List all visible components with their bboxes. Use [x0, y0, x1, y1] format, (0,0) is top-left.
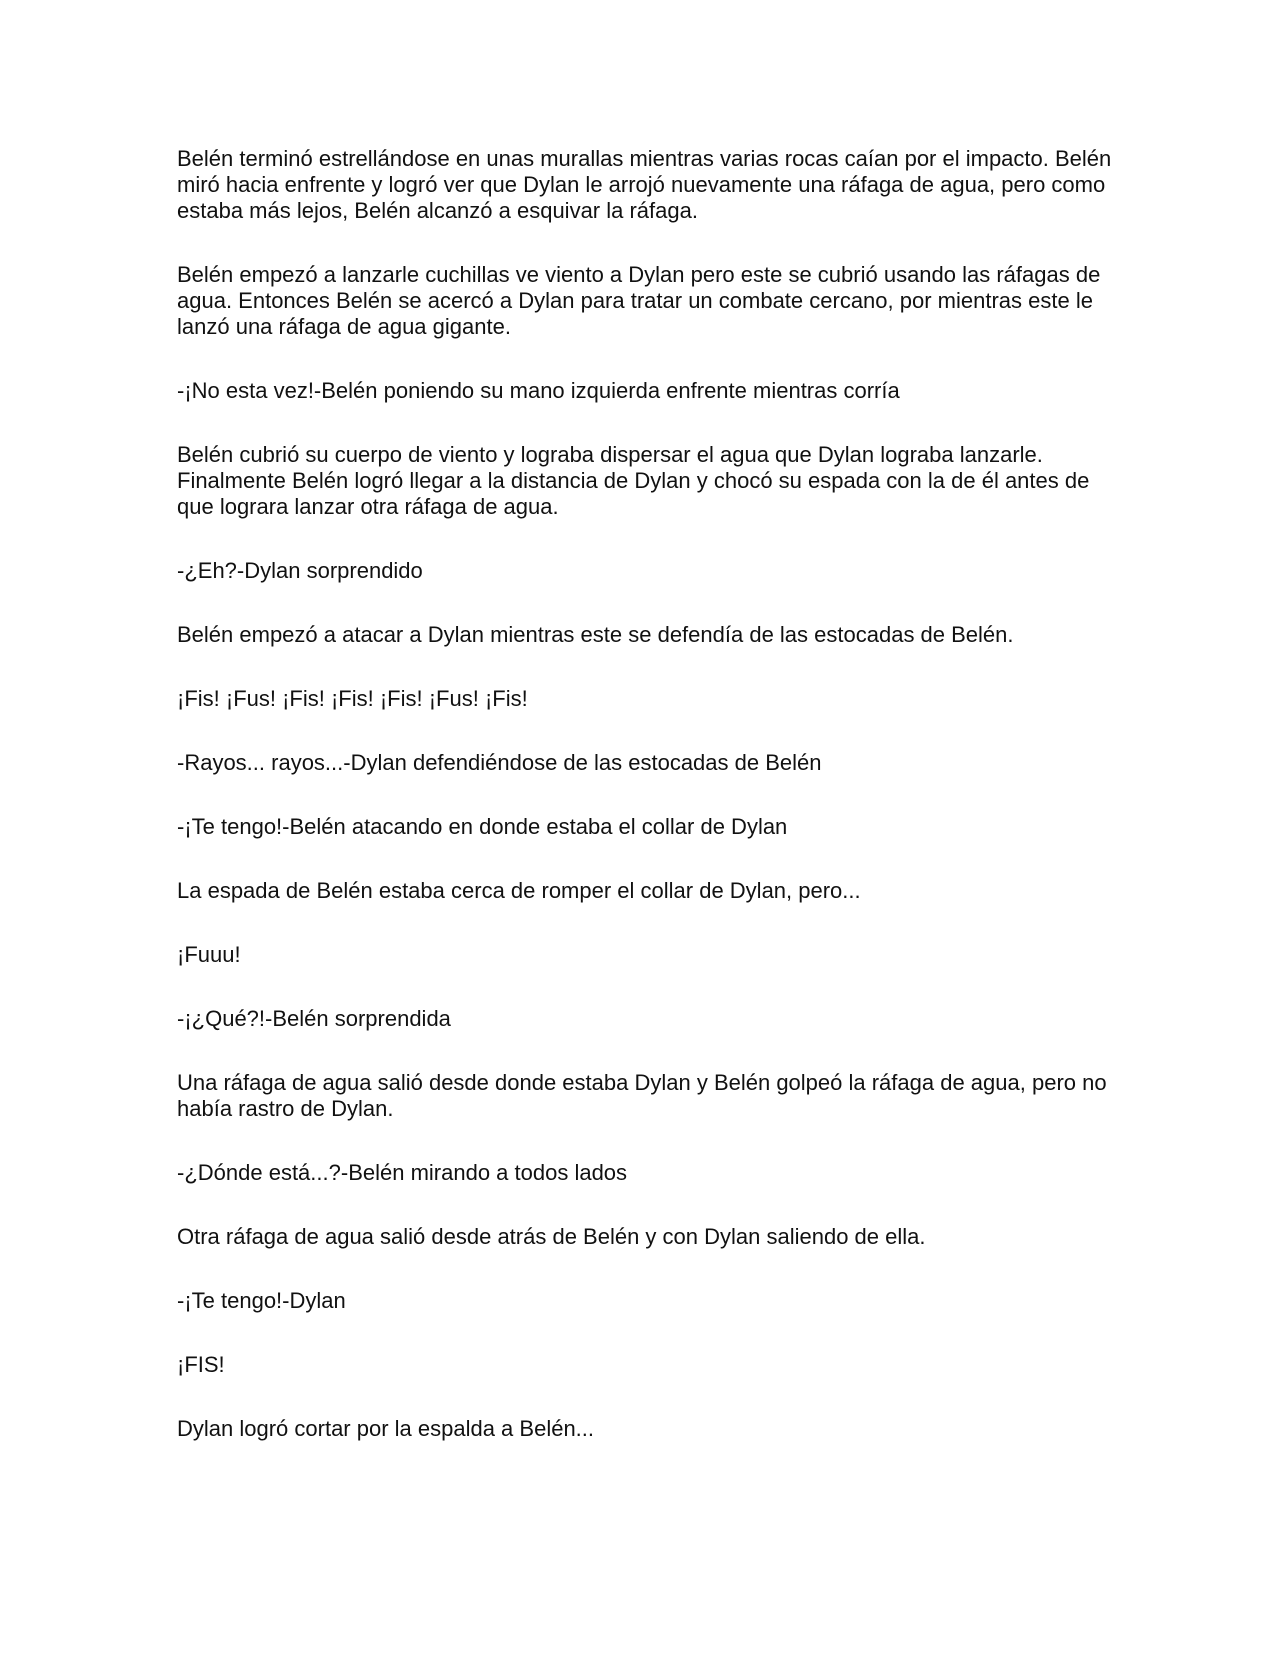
document-body: [177, 146, 1117, 1480]
paragraph: -¡Te tengo!-Dylan: [177, 1288, 346, 1313]
paragraph: ¡Fuuu!: [177, 942, 241, 967]
paragraph: -Rayos... rayos...-Dylan defendiéndose de las estocadas de Belén: [177, 750, 822, 775]
paragraph: Otra ráfaga de agua salió desde atrás de Belén y con Dylan saliendo de ella.: [177, 1224, 926, 1249]
paragraph: ¡Fis! ¡Fus! ¡Fis! ¡Fis! ¡Fis! ¡Fus! ¡Fis!: [177, 686, 528, 711]
paragraph: -¡No esta vez!-Belén poniendo su mano izquierda enfrente mientras corría: [177, 378, 900, 403]
paragraph: Belén empezó a atacar a Dylan mientras este se defendía de las estocadas de Belén.: [177, 622, 1014, 647]
paragraph: -¡¿Qué?!-Belén sorprendida: [177, 1006, 451, 1031]
paragraph: Dylan logró cortar por la espalda a Belén...: [177, 1416, 595, 1441]
paragraph: La espada de Belén estaba cerca de romper el collar de Dylan, pero...: [177, 878, 861, 903]
paragraph: -¿Dónde está...?-Belén mirando a todos lados: [177, 1160, 628, 1185]
paragraph: Belén cubrió su cuerpo de viento y lograba dispersar el agua que Dylan lograba lanzarle. Finalmente Belén logró llegar a la distancia de Dylan y chocó su espada con la de él antes de que lograra lanzar otra ráfaga de agua.: [177, 442, 1090, 519]
paragraph: Una ráfaga de agua salió desde donde estaba Dylan y Belén golpeó la ráfaga de agua, pero no había rastro de Dylan.: [177, 1070, 1107, 1121]
paragraph: -¡Te tengo!-Belén atacando en donde estaba el collar de Dylan: [177, 814, 788, 839]
paragraph: -¿Eh?-Dylan sorprendido: [177, 558, 423, 583]
paragraph: ¡FIS!: [177, 1352, 225, 1377]
paragraph: Belén terminó estrellándose en unas murallas mientras varias rocas caían por el impacto. Belén miró hacia enfrente y logró ver que Dylan le arrojó nuevamente una ráfaga de agua, pero como estaba más lejos, Belén alcanzó a esquivar la ráfaga.: [177, 146, 1112, 223]
paragraph: Belén empezó a lanzarle cuchillas ve viento a Dylan pero este se cubrió usando las ráfagas de agua. Entonces Belén se acercó a Dylan para tratar un combate cercano, por mientras este le lanzó una ráfaga de agua gigante.: [177, 262, 1101, 339]
